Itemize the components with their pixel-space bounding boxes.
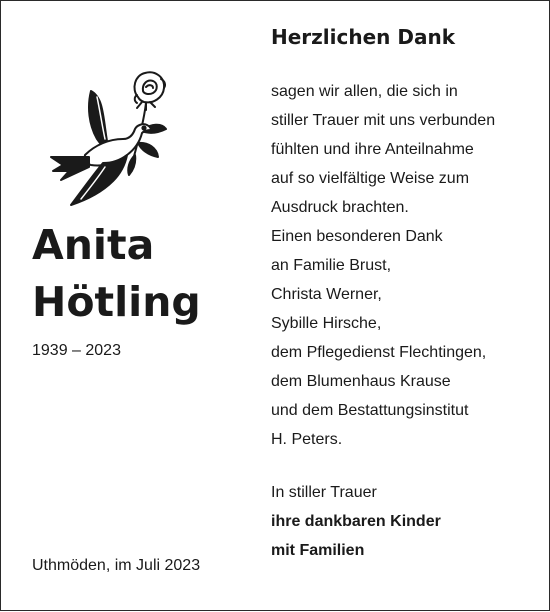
life-dates: 1939 – 2023 xyxy=(32,342,121,359)
body-line: H. Peters. xyxy=(271,431,343,448)
right-column xyxy=(271,1,546,612)
closing-line: In stiller Trauer xyxy=(271,484,377,501)
closing-signature xyxy=(271,478,441,565)
body-line: Einen besonderen Dank xyxy=(271,228,443,245)
notice-body xyxy=(271,77,495,454)
body-line: dem Blumenhaus Krause xyxy=(271,373,451,390)
body-line: sagen wir allen, die sich in xyxy=(271,83,458,100)
place-and-date: Uthmöden, im Juli 2023 xyxy=(32,557,201,574)
body-line: Sybille Hirsche, xyxy=(271,315,382,332)
left-column xyxy=(1,1,256,612)
deceased-first-name: Anita xyxy=(32,221,155,269)
body-line: stiller Trauer mit uns verbunden xyxy=(271,112,496,129)
body-line: dem Pflegedienst Flechtingen, xyxy=(271,344,487,361)
body-line: fühlten und ihre Anteilnahme xyxy=(271,141,474,158)
notice-heading: Herzlichen Dank xyxy=(271,25,456,49)
closing-signatory: ihre dankbaren Kinder xyxy=(271,513,441,530)
body-line: und dem Bestattungsinstitut xyxy=(271,402,469,419)
body-line: Ausdruck brachten. xyxy=(271,199,409,216)
closing-signatory-families: mit Familien xyxy=(271,542,365,559)
body-line: an Familie Brust, xyxy=(271,257,392,274)
body-line: Christa Werner, xyxy=(271,286,382,303)
body-line: auf so vielfältige Weise zum xyxy=(271,170,470,187)
dove-with-rose-icon xyxy=(45,67,175,215)
deceased-last-name: Hötling xyxy=(32,278,201,326)
